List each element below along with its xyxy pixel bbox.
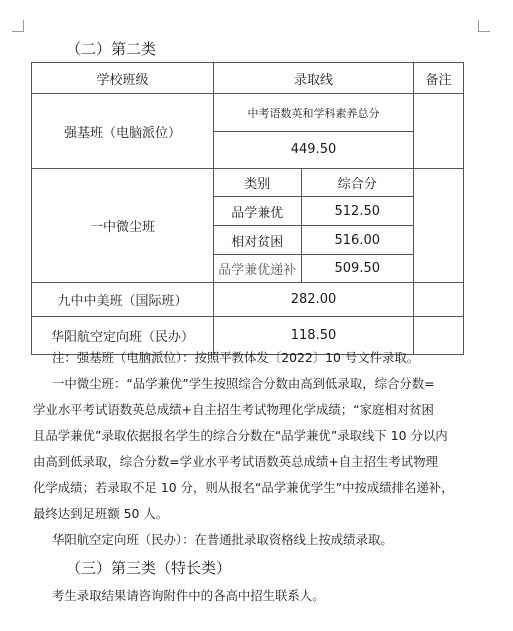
huayang-name: 华阳航空定向班（民办） [32, 317, 214, 355]
note-line-3: 学业水平考试语数英总成绩+自主招生考试物理化学成绩；“家庭相对贫困 [33, 402, 434, 417]
yizhong-score-1: 512.50 [301, 197, 413, 226]
table-row-qiangji [32, 94, 464, 169]
note-line-2: 一中微尘班：“品学兼优”学生按照综合分数由高到低录取，综合分数= [52, 376, 435, 391]
qiangji-score: 449.50 [290, 142, 337, 157]
qiangji-desc: 中考语数英和学科素养总分 [214, 95, 413, 132]
section-2-title: （二）第二类 [66, 40, 157, 58]
contact-note: 考生录取结果请咨询附件中的各高中招生联系人。 [52, 588, 325, 603]
yizhong-col-total: 综合分 [301, 169, 413, 197]
yizhong-category-3: 品学兼优递补 [214, 255, 301, 283]
note-line-7: 最终达到足班额 50 人。 [33, 506, 169, 521]
note-line-6: 化学成绩；若录取不足 10 分，则从报名“品学兼优学生”中按成绩排名递补， [33, 480, 454, 495]
jiuzhong-score: 282.00 [214, 283, 414, 317]
admission-table [31, 62, 464, 355]
yizhong-score-cell [214, 169, 413, 282]
yizhong-score-3: 509.50 [334, 261, 380, 276]
yizhong-category-1: 品学兼优 [214, 197, 301, 226]
yizhong-category-2: 相对贫困 [214, 226, 301, 255]
yizhong-col-category: 类别 [214, 169, 301, 197]
qiangji-score-cell [214, 95, 413, 168]
jiuzhong-name: 九中中美班（国际班） [32, 283, 214, 317]
qiangji-note [414, 94, 464, 169]
table-row-yizhong [32, 169, 464, 283]
yizhong-score-2: 516.00 [301, 226, 413, 255]
section-3-title: （三）第三类（特长类） [66, 559, 232, 577]
note-line-1: 注：强基班（电脑派位）：按照平教体发〔2022〕10 号文件录取。 [52, 350, 420, 365]
page-corner-mark-left [12, 20, 24, 32]
header-score: 录取线 [214, 63, 414, 94]
note-line-5: 由高到低录取，综合分数=学业水平考试语数英总成绩+自主招生考试物理 [33, 454, 438, 469]
note-line-4: 且品学兼优”录取依据报名学生的综合分数在“品学兼优”录取线下 10 分以内 [33, 428, 448, 443]
table-header-row [32, 63, 464, 94]
yizhong-note [414, 169, 464, 283]
huayang-score: 118.50 [214, 317, 414, 355]
page-corner-mark-right [478, 20, 490, 32]
header-note: 备注 [414, 63, 464, 94]
table-row-jiuzhong [32, 283, 464, 317]
jiuzhong-note [414, 283, 464, 317]
header-school: 学校班级 [32, 63, 214, 94]
note-line-8: 华阳航空定向班（民办）：在普通批录取资格线上按成绩录取。 [52, 532, 393, 547]
yizhong-name: 一中微尘班 [32, 169, 214, 283]
qiangji-name: 强基班（电脑派位） [32, 94, 214, 169]
